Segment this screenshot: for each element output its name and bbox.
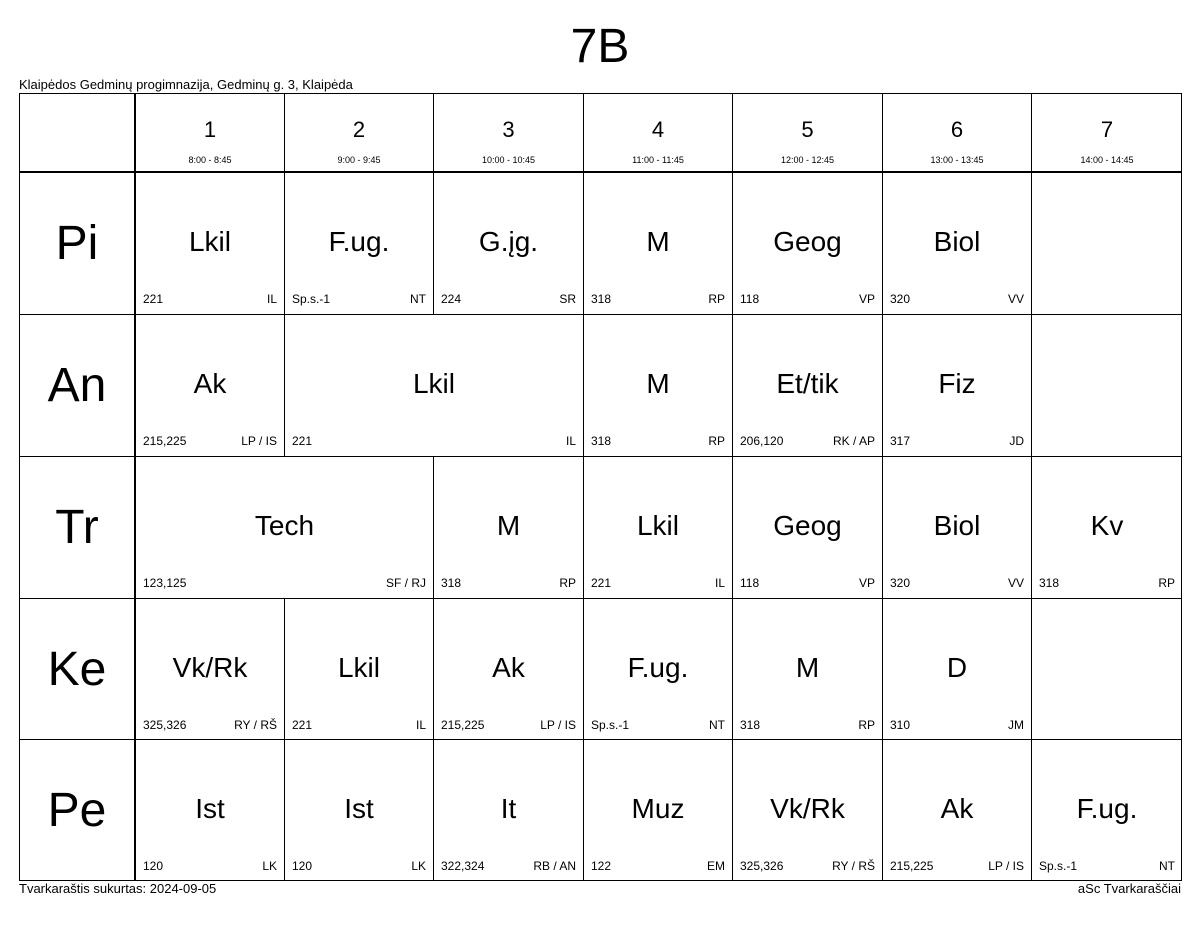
day-label: Tr bbox=[19, 456, 135, 598]
day-column-divider bbox=[134, 93, 136, 881]
lesson-subject: M bbox=[496, 510, 521, 541]
created-date: Tvarkaraštis sukurtas: 2024-09-05 bbox=[19, 881, 217, 896]
lesson-room: 318 bbox=[591, 292, 612, 306]
lesson-cell bbox=[1031, 456, 1182, 598]
period-header bbox=[135, 93, 284, 172]
period-number: 5 bbox=[801, 117, 814, 142]
lesson-teacher: IL bbox=[565, 434, 576, 448]
lesson-teacher: RY / RŠ bbox=[234, 718, 277, 732]
lesson-room: 120 bbox=[143, 859, 164, 873]
lesson-subject: G.įg. bbox=[478, 226, 539, 257]
lesson-teacher: EM bbox=[707, 859, 725, 873]
period-number: 2 bbox=[352, 117, 366, 142]
lesson-subject: M bbox=[646, 368, 670, 399]
lesson-teacher: VV bbox=[1007, 576, 1024, 590]
lesson-cell bbox=[135, 456, 433, 598]
lesson-teacher: LP / IS bbox=[988, 859, 1024, 873]
lesson-subject: Ak bbox=[193, 368, 227, 399]
lesson-cell bbox=[732, 172, 882, 314]
period-number: 4 bbox=[651, 117, 665, 142]
timetable-grid bbox=[19, 93, 1182, 881]
lesson-teacher: LP / IS bbox=[241, 434, 277, 448]
lesson-subject: Lkil bbox=[337, 652, 380, 683]
lesson-subject: Ak bbox=[940, 793, 974, 824]
lesson-room: Sp.s.-1 bbox=[292, 292, 331, 306]
empty-cell bbox=[1031, 172, 1182, 314]
lesson-subject: Kv bbox=[1090, 510, 1124, 541]
day-label: Pi bbox=[19, 172, 135, 314]
lesson-room: 215,225 bbox=[441, 718, 485, 732]
period-time: 10:00 - 10:45 bbox=[481, 155, 536, 165]
lesson-cell bbox=[433, 172, 583, 314]
lesson-subject: Ist bbox=[344, 793, 374, 824]
lesson-room: 310 bbox=[890, 718, 911, 732]
lesson-teacher: RP bbox=[708, 434, 725, 448]
lesson-subject: It bbox=[500, 793, 517, 824]
lesson-room: 318 bbox=[441, 576, 462, 590]
lesson-room: 206,120 bbox=[740, 434, 784, 448]
lesson-teacher: RP bbox=[858, 718, 875, 732]
lesson-subject: Vk/Rk bbox=[172, 652, 248, 683]
lesson-subject: Vk/Rk bbox=[770, 793, 845, 824]
day-label: Ke bbox=[19, 598, 135, 739]
lesson-room: 215,225 bbox=[890, 859, 934, 873]
lesson-room: 320 bbox=[890, 576, 911, 590]
lesson-cell bbox=[135, 314, 284, 456]
lesson-subject: Muz bbox=[631, 793, 685, 824]
lesson-room: 325,326 bbox=[740, 859, 784, 873]
lesson-cell bbox=[284, 598, 433, 739]
period-header bbox=[732, 93, 882, 172]
period-number: 3 bbox=[502, 117, 515, 142]
lesson-teacher: SR bbox=[559, 292, 576, 306]
lesson-teacher: RB / AN bbox=[533, 859, 576, 873]
lesson-cell bbox=[882, 172, 1031, 314]
period-header bbox=[583, 93, 732, 172]
lesson-cell bbox=[433, 739, 583, 881]
lesson-room: 118 bbox=[740, 292, 760, 306]
lesson-cell bbox=[284, 739, 433, 881]
period-time: 8:00 - 8:45 bbox=[188, 155, 232, 165]
empty-cell bbox=[1031, 598, 1182, 739]
period-header bbox=[882, 93, 1031, 172]
lesson-cell bbox=[732, 314, 882, 456]
period-header bbox=[1031, 93, 1182, 172]
lesson-room: 221 bbox=[143, 292, 164, 306]
lesson-teacher: VP bbox=[858, 292, 875, 306]
lesson-cell bbox=[583, 314, 732, 456]
lesson-cell bbox=[583, 598, 732, 739]
lesson-room: 320 bbox=[890, 292, 911, 306]
lesson-teacher: LP / IS bbox=[540, 718, 576, 732]
period-time: 12:00 - 12:45 bbox=[780, 155, 835, 165]
lesson-room: 318 bbox=[740, 718, 761, 732]
lesson-subject: Biol bbox=[933, 510, 981, 541]
lesson-teacher: RK / AP bbox=[832, 434, 875, 448]
lesson-teacher: NT bbox=[410, 292, 426, 306]
period-number: 1 bbox=[203, 117, 217, 142]
period-header bbox=[433, 93, 583, 172]
page-title: 7B bbox=[570, 20, 630, 73]
lesson-subject: Fiz bbox=[938, 368, 976, 399]
lesson-room: 318 bbox=[591, 434, 612, 448]
lesson-subject: Geog bbox=[773, 510, 842, 541]
lesson-subject: F.ug. bbox=[627, 652, 689, 683]
lesson-teacher: SF / RJ bbox=[385, 576, 426, 590]
lesson-teacher: IL bbox=[415, 718, 426, 732]
lesson-cell bbox=[135, 739, 284, 881]
lesson-cell bbox=[882, 456, 1031, 598]
lesson-room: 123,125 bbox=[143, 576, 187, 590]
day-label: Pe bbox=[19, 739, 135, 881]
period-header bbox=[284, 93, 433, 172]
brand-label: aSc Tvarkaraščiai bbox=[1077, 881, 1181, 896]
lesson-teacher: RP bbox=[708, 292, 725, 306]
lesson-cell bbox=[433, 456, 583, 598]
lesson-subject: Ak bbox=[492, 652, 525, 683]
lesson-room: 215,225 bbox=[143, 434, 187, 448]
school-address: Klaipėdos Gedminų progimnazija, Gedminų g. 3, Klaipėda bbox=[19, 77, 353, 92]
lesson-room: 224 bbox=[441, 292, 462, 306]
period-time: 11:00 - 11:45 bbox=[632, 155, 684, 165]
lesson-cell bbox=[732, 739, 882, 881]
lesson-teacher: NT bbox=[709, 718, 725, 732]
lesson-teacher: IL bbox=[266, 292, 277, 306]
lesson-room: 325,326 bbox=[143, 718, 187, 732]
lesson-cell bbox=[433, 598, 583, 739]
lesson-room: 221 bbox=[591, 576, 612, 590]
lesson-cell bbox=[135, 598, 284, 739]
lesson-cell bbox=[882, 739, 1031, 881]
lesson-subject: M bbox=[646, 226, 670, 257]
lesson-room: 122 bbox=[591, 859, 612, 873]
lesson-teacher: JD bbox=[1009, 434, 1024, 448]
lesson-teacher: JM bbox=[1008, 718, 1024, 732]
empty-cell bbox=[1031, 314, 1182, 456]
lesson-subject: F.ug. bbox=[1076, 793, 1138, 824]
lesson-teacher: RY / RŠ bbox=[832, 859, 875, 873]
lesson-room: 322,324 bbox=[441, 859, 485, 873]
lesson-subject: Lkil bbox=[636, 510, 679, 541]
lesson-cell bbox=[583, 739, 732, 881]
lesson-cell bbox=[882, 598, 1031, 739]
lesson-room: 221 bbox=[292, 718, 313, 732]
lesson-room: 118 bbox=[740, 576, 760, 590]
day-label: An bbox=[19, 314, 135, 456]
lesson-subject: Ist bbox=[195, 793, 225, 824]
period-time: 13:00 - 13:45 bbox=[930, 155, 984, 165]
lesson-cell bbox=[284, 172, 433, 314]
lesson-teacher: IL bbox=[714, 576, 725, 590]
lesson-teacher: RP bbox=[1158, 576, 1175, 590]
lesson-room: 120 bbox=[292, 859, 313, 873]
lesson-subject: Lkil bbox=[412, 368, 455, 399]
lesson-subject: Tech bbox=[254, 510, 315, 541]
lesson-cell bbox=[583, 172, 732, 314]
period-time: 14:00 - 14:45 bbox=[1080, 155, 1134, 165]
lesson-teacher: NT bbox=[1159, 859, 1175, 873]
period-time: 9:00 - 9:45 bbox=[337, 155, 381, 165]
lesson-subject: Et/tik bbox=[776, 368, 839, 399]
lesson-teacher: LK bbox=[411, 859, 426, 873]
lesson-room: Sp.s.-1 bbox=[591, 718, 630, 732]
lesson-teacher: VV bbox=[1007, 292, 1024, 306]
lesson-cell bbox=[882, 314, 1031, 456]
lesson-teacher: RP bbox=[559, 576, 576, 590]
lesson-subject: M bbox=[795, 652, 820, 683]
lesson-cell bbox=[284, 314, 583, 456]
lesson-teacher: VP bbox=[858, 576, 875, 590]
lesson-cell bbox=[1031, 739, 1182, 881]
period-number: 6 bbox=[950, 117, 964, 142]
lesson-room: 221 bbox=[292, 434, 313, 448]
lesson-subject: Geog bbox=[773, 226, 842, 257]
lesson-subject: Lkil bbox=[188, 226, 231, 257]
lesson-teacher: LK bbox=[262, 859, 277, 873]
lesson-subject: F.ug. bbox=[328, 226, 390, 257]
lesson-room: 317 bbox=[890, 434, 911, 448]
lesson-cell bbox=[583, 456, 732, 598]
lesson-cell bbox=[732, 456, 882, 598]
lesson-cell bbox=[135, 172, 284, 314]
lesson-room: Sp.s.-1 bbox=[1039, 859, 1078, 873]
lesson-cell bbox=[732, 598, 882, 739]
header-divider bbox=[19, 171, 1182, 173]
period-number: 7 bbox=[1100, 117, 1114, 142]
lesson-subject: Biol bbox=[933, 226, 981, 257]
lesson-room: 318 bbox=[1039, 576, 1060, 590]
lesson-subject: D bbox=[946, 652, 968, 683]
